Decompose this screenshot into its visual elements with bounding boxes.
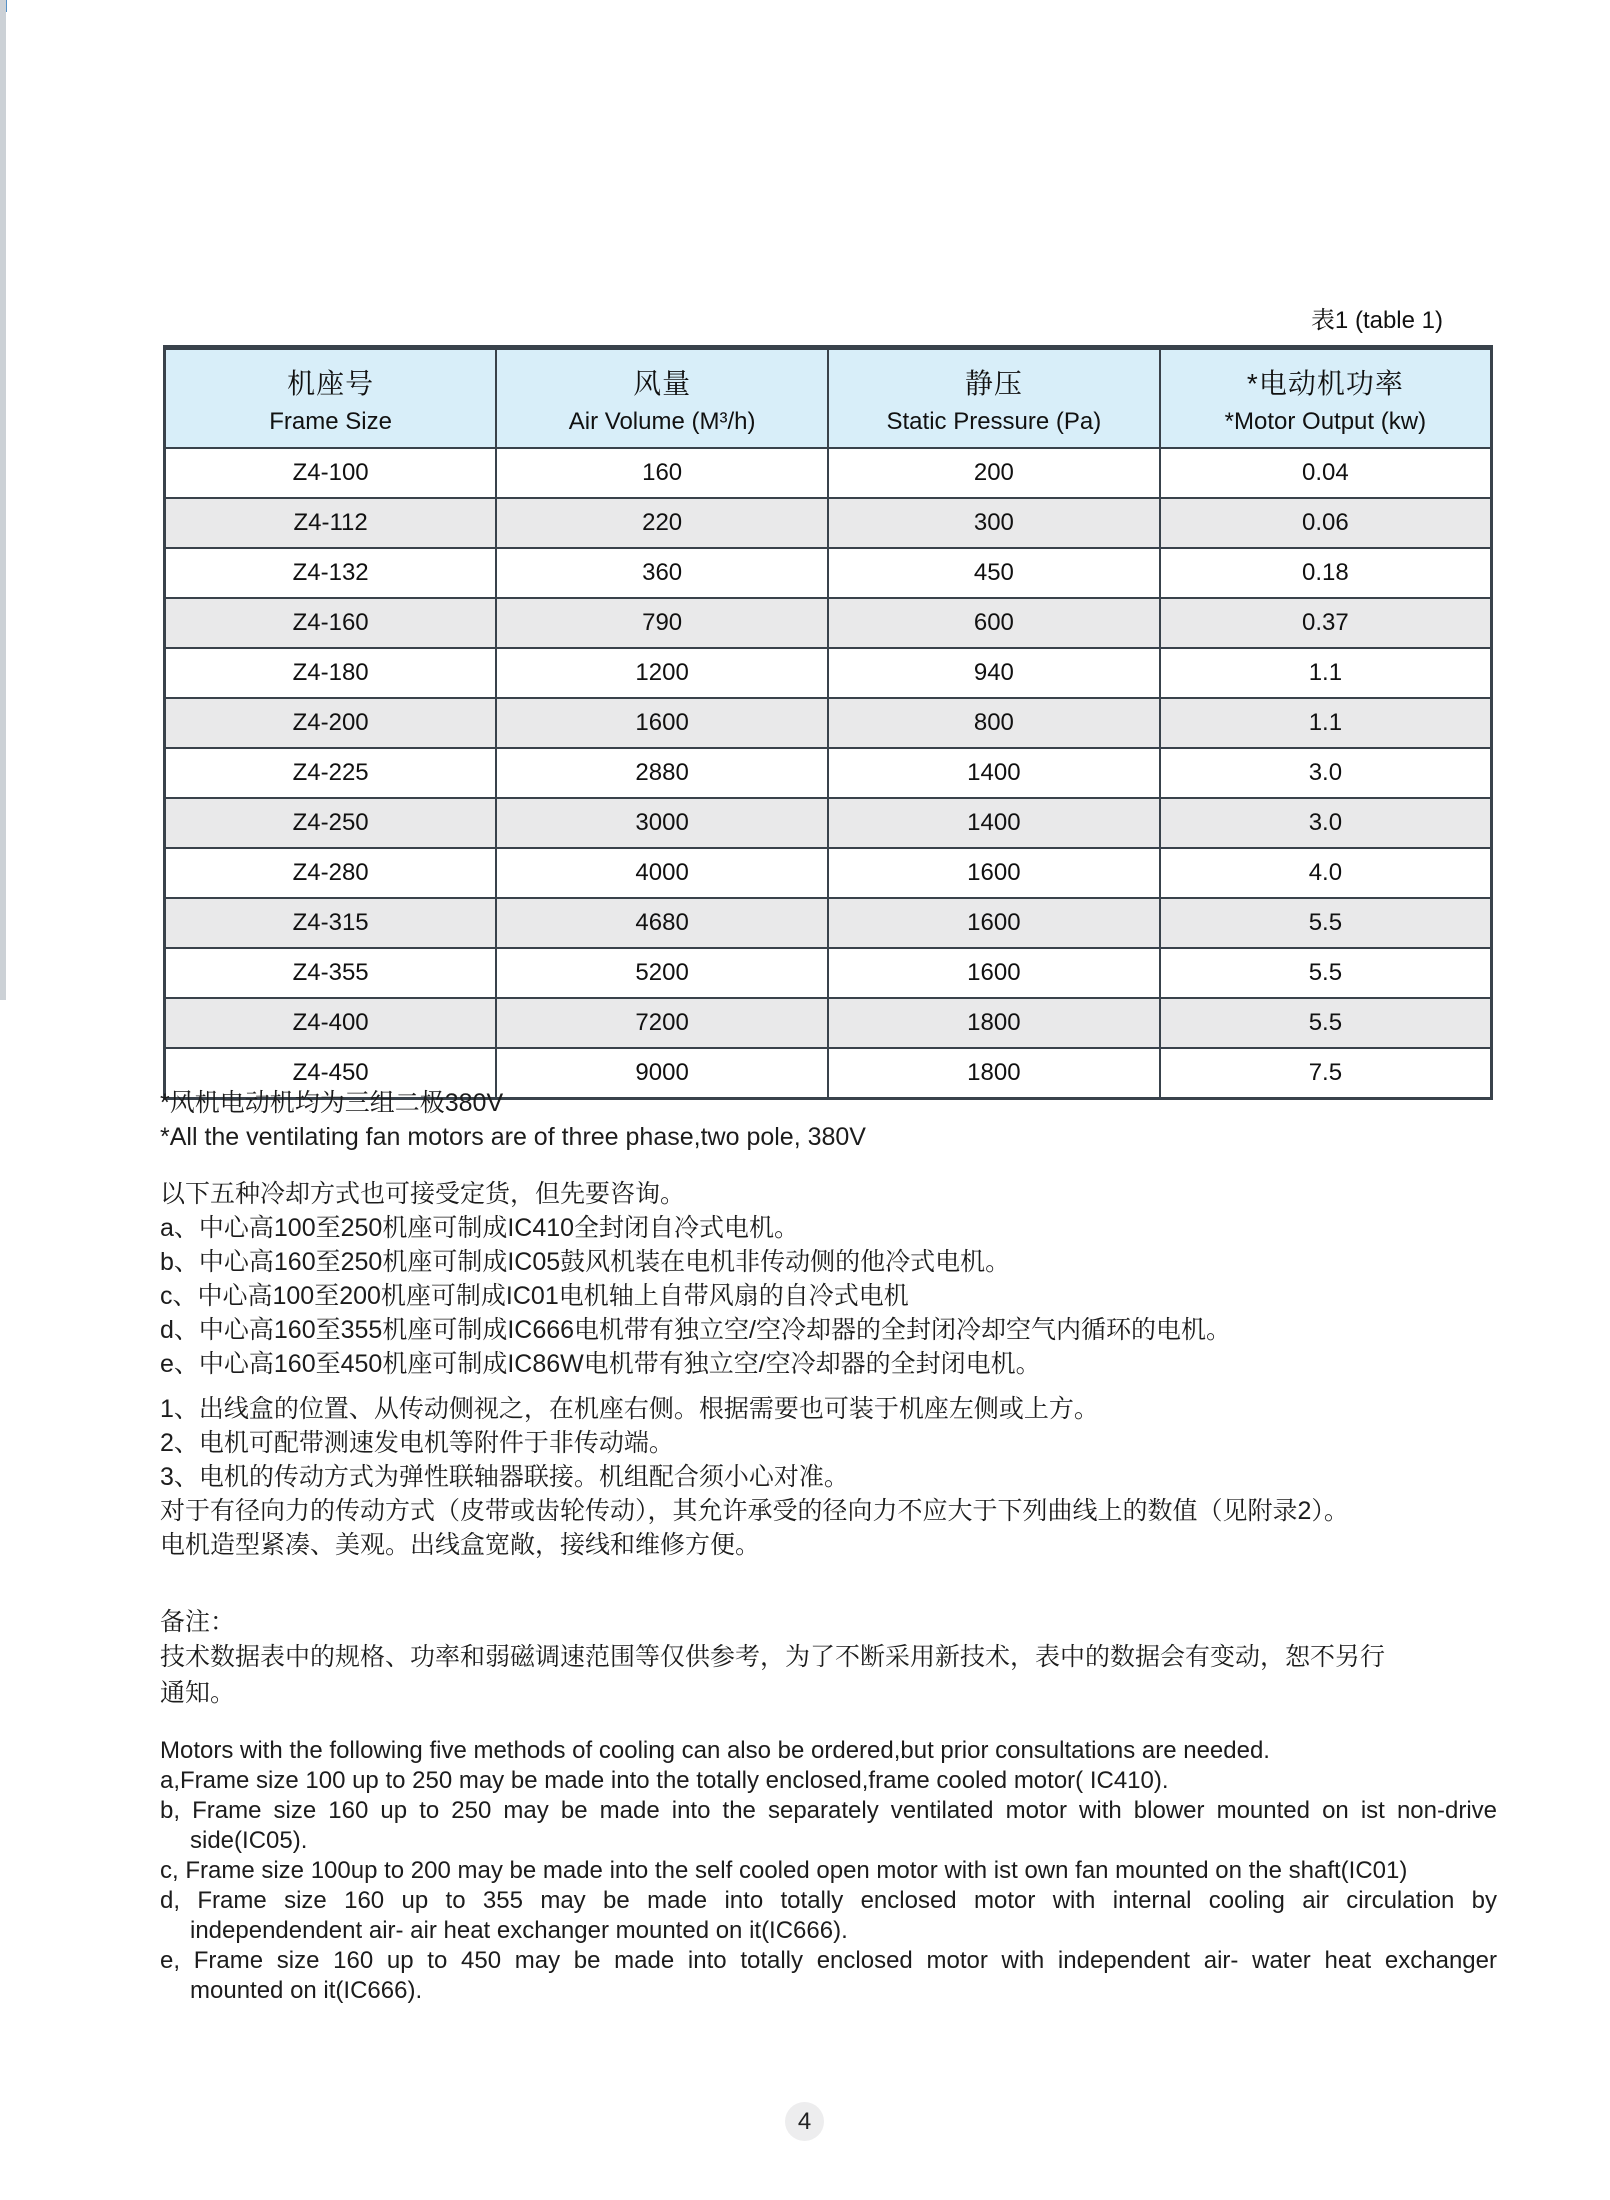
- table-row: [165, 648, 1492, 698]
- table-caption: 表1 (table 1): [1310, 307, 1443, 334]
- numbered-notes: [160, 1392, 1497, 1562]
- table-cell: Z4-315: [165, 898, 497, 948]
- table-cell: Z4-355: [165, 948, 497, 998]
- table-row: [165, 948, 1492, 998]
- table-row: [165, 498, 1492, 548]
- table-row: [165, 698, 1492, 748]
- table-cell: Z4-200: [165, 698, 497, 748]
- header-frame-size: [165, 348, 497, 449]
- header-static-pressure-en: Static Pressure (Pa): [886, 407, 1102, 435]
- table-cell: Z4-280: [165, 848, 497, 898]
- cooling-notes: [160, 1177, 1497, 1381]
- cooling-note-line: d、中心高160至355机座可制成IC666电机带有独立空/空冷却器的全封闭冷却空气内循环的电机。: [160, 1316, 1231, 1344]
- table-cell: 7200: [496, 998, 828, 1048]
- header-air-volume-en: Air Volume (M³/h): [568, 407, 756, 435]
- english-note-line: c, Frame size 100up to 200 may be made into the self cooled open motor with ist own fan mounted on the shaft(IC01): [160, 1857, 1408, 1884]
- table-cell: 3000: [496, 798, 828, 848]
- english-note-line: e, Frame size 160 up to 450 may be made into totally enclosed motor with independent air- water heat exchanger: [160, 1947, 1497, 1974]
- page-number: 4: [797, 2107, 812, 2135]
- table-cell: Z4-132: [165, 548, 497, 598]
- table-cell: 5200: [496, 948, 828, 998]
- table-cell: 1600: [828, 948, 1160, 998]
- table-cell: 5.5: [1160, 898, 1492, 948]
- numbered-note-line: 3、电机的传动方式为弹性联轴器联接。机组配合须小心对准。: [160, 1463, 849, 1491]
- numbered-note-line: 1、出线盒的位置、从传动侧视之，在机座右侧。根据需要也可装于机座左侧或上方。: [160, 1395, 1099, 1423]
- table-cell: 1200: [496, 648, 828, 698]
- spec-table: [163, 345, 1493, 1100]
- table-cell: 1800: [828, 1048, 1160, 1099]
- table-cell: 160: [496, 448, 828, 498]
- spec-table-body: [165, 448, 1492, 1099]
- table-cell: 1400: [828, 798, 1160, 848]
- spec-table-header: [165, 348, 1492, 449]
- table-cell: 0.04: [1160, 448, 1492, 498]
- table-row: [165, 898, 1492, 948]
- header-motor-output-zh: *电动机功率: [1246, 367, 1404, 399]
- cooling-note-line: e、中心高160至450机座可制成IC86W电机带有独立空/空冷却器的全封闭电机。: [160, 1350, 1041, 1378]
- table-cell: 940: [828, 648, 1160, 698]
- table-cell: 0.18: [1160, 548, 1492, 598]
- remark-title: 备注：: [160, 1608, 236, 1636]
- page-number-badge: [785, 2102, 824, 2141]
- table-cell: 3.0: [1160, 798, 1492, 848]
- table-cell: 7.5: [1160, 1048, 1492, 1099]
- table-cell: Z4-400: [165, 998, 497, 1048]
- table-cell: Z4-160: [165, 598, 497, 648]
- table-cell: 800: [828, 698, 1160, 748]
- table-cell: 200: [828, 448, 1160, 498]
- header-static-pressure-zh: 静压: [964, 367, 1023, 399]
- table-cell: 0.37: [1160, 598, 1492, 648]
- table-cell: 300: [828, 498, 1160, 548]
- table-cell: 1.1: [1160, 648, 1492, 698]
- table-row: [165, 748, 1492, 798]
- table-cell: 5.5: [1160, 948, 1492, 998]
- table-cell: 5.5: [1160, 998, 1492, 1048]
- table-cell: Z4-225: [165, 748, 497, 798]
- table-row: [165, 798, 1492, 848]
- table-cell: Z4-450: [165, 1048, 497, 1099]
- remark-body: 技术数据表中的规格、功率和弱磁调速范围等仅供参考，为了不断采用新技术，表中的数据会有变动，恕不另行通知。: [160, 1643, 1386, 1707]
- table-row: [165, 548, 1492, 598]
- english-notes: [160, 1736, 1497, 2006]
- english-note-line: b, Frame size 160 up to 250 may be made into the separately ventilated motor with blower mounted on ist non-drive: [160, 1797, 1497, 1824]
- cooling-note-line: b、中心高160至250机座可制成IC05鼓风机装在电机非传动侧的他冷式电机。: [160, 1248, 1011, 1276]
- table-cell: 790: [496, 598, 828, 648]
- numbered-note-line: 电机造型紧凑、美观。出线盒宽敞，接线和维修方便。: [160, 1531, 761, 1559]
- english-note-line: mounted on it(IC666).: [190, 1977, 423, 2004]
- header-row: [165, 348, 1492, 449]
- english-note-line: a,Frame size 100 up to 250 may be made into the totally enclosed,frame cooled motor( IC410).: [160, 1767, 1169, 1794]
- table-cell: 450: [828, 548, 1160, 598]
- table-cell: 9000: [496, 1048, 828, 1099]
- table-row: [165, 848, 1492, 898]
- numbered-note-line: 对于有径向力的传动方式（皮带或齿轮传动），其允许承受的径向力不应大于下列曲线上的数值（见附录2）。: [160, 1497, 1349, 1525]
- table-cell: 1.1: [1160, 698, 1492, 748]
- table-cell: 1800: [828, 998, 1160, 1048]
- english-note-line: independendent air- air heat exchanger mounted on it(IC666).: [190, 1917, 848, 1944]
- remark-block: [160, 1605, 1497, 1711]
- cooling-note-line: a、中心高100至250机座可制成IC410全封闭自冷式电机。: [160, 1214, 800, 1242]
- table-cell: 0.06: [1160, 498, 1492, 548]
- table-row: [165, 998, 1492, 1048]
- voltage-notes: [160, 1086, 1497, 1154]
- table-row: [165, 448, 1492, 498]
- table-cell: Z4-100: [165, 448, 497, 498]
- header-air-volume-zh: 风量: [633, 367, 692, 399]
- table-cell: 4.0: [1160, 848, 1492, 898]
- table-cell: 1600: [828, 848, 1160, 898]
- left-edge-gray-bar: [0, 0, 6, 1000]
- english-note-line: side(IC05).: [190, 1827, 308, 1854]
- english-note-line: d, Frame size 160 up to 355 may be made into totally enclosed motor with internal cooling air circulation by: [160, 1887, 1497, 1914]
- header-frame-size-en: Frame Size: [269, 407, 392, 435]
- table-cell: 1600: [828, 898, 1160, 948]
- header-frame-size-zh: 机座号: [287, 367, 375, 399]
- voltage-note-line: *All the ventilating fan motors are of three phase,two pole, 380V: [160, 1123, 866, 1151]
- english-note-line: Motors with the following five methods of cooling can also be ordered,but prior consultations are needed.: [160, 1737, 1270, 1764]
- table-cell: 4000: [496, 848, 828, 898]
- table-cell: 220: [496, 498, 828, 548]
- table-cell: 4680: [496, 898, 828, 948]
- table-cell: Z4-112: [165, 498, 497, 548]
- table-cell: 1400: [828, 748, 1160, 798]
- table-cell: 3.0: [1160, 748, 1492, 798]
- table-row: [165, 598, 1492, 648]
- table-cell: Z4-180: [165, 648, 497, 698]
- numbered-note-line: 2、电机可配带测速发电机等附件于非传动端。: [160, 1429, 674, 1457]
- cooling-note-line: 以下五种冷却方式也可接受定货，但先要咨询。: [160, 1180, 686, 1208]
- voltage-note-line: *风机电动机均为三组二极380V: [160, 1089, 504, 1117]
- cooling-note-line: c、中心高100至200机座可制成IC01电机轴上自带风扇的自冷式电机: [160, 1282, 909, 1310]
- header-motor-output-en: *Motor Output (kw): [1224, 407, 1427, 435]
- table-cell: 360: [496, 548, 828, 598]
- header-static-pressure: [828, 348, 1160, 449]
- header-motor-output: [1160, 348, 1492, 449]
- header-air-volume: [496, 348, 828, 449]
- table-cell: 1600: [496, 698, 828, 748]
- table-cell: 2880: [496, 748, 828, 798]
- table-cell: Z4-250: [165, 798, 497, 848]
- table-cell: 600: [828, 598, 1160, 648]
